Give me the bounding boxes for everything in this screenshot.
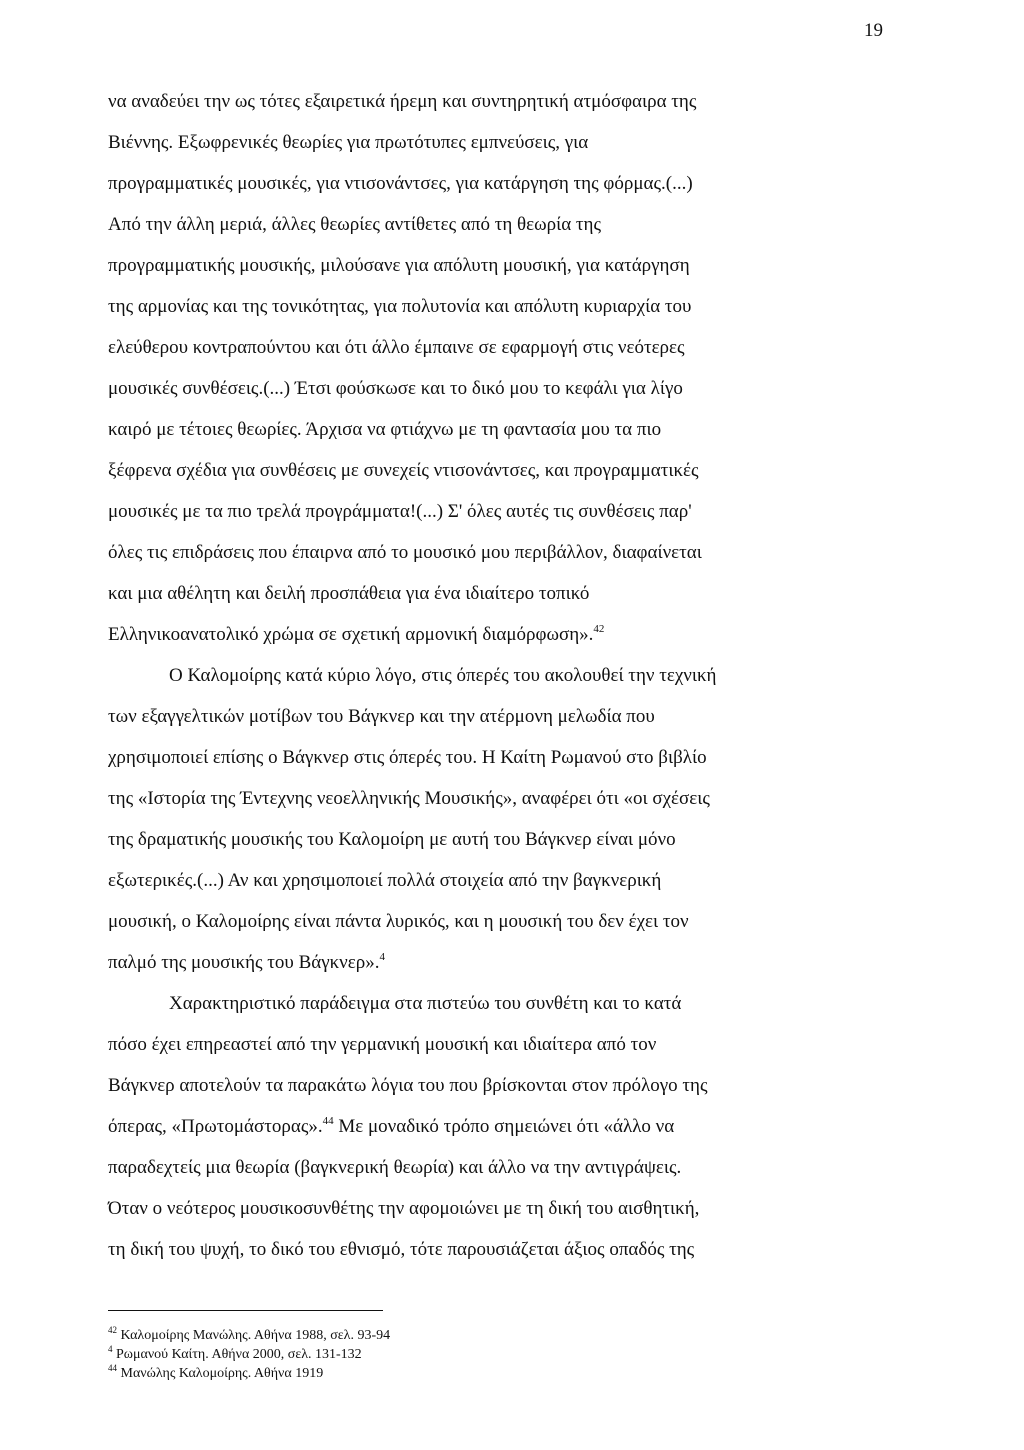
text-line: της «Ιστορία της Έντεχνης νεοελληνικής Μουσικής», αναφέρει ότι «οι σχέσεις — [108, 788, 710, 809]
text-line: εξωτερικές.(...) Αν και χρησιμοποιεί πολλά στοιχεία από την βαγκνερική — [108, 870, 662, 891]
text-line: Όταν ο νεότερος μουσικοσυνθέτης την αφομοιώνει με τη δική του αισθητική, — [108, 1198, 700, 1219]
line-text: Ελληνικοανατολικό χρώμα σε σχετική αρμονική διαμόρφωση». — [108, 624, 594, 645]
footnote — [108, 1346, 390, 1365]
text-line: καιρό με τέτοιες θεωρίες. Άρχισα να φτιάχνω με τη φαντασία μου τα πιο — [108, 419, 662, 440]
text-line: μουσικές συνθέσεις.(...) Έτσι φούσκωσε και το δικό μου το κεφάλι για λίγο — [108, 378, 683, 399]
text-line: Χαρακτηριστικό παράδειγμα στα πιστεύω του συνθέτη και το κατά — [169, 993, 682, 1014]
line-text: Με μοναδικό τρόπο σημειώνει ότι «άλλο να — [338, 1116, 675, 1137]
footnote-text: Ρωμανού Καίτη. Αθήνα 2000, σελ. 131-132 — [116, 1347, 362, 1362]
text-line — [108, 625, 883, 666]
body-text — [108, 92, 883, 1281]
text-line: παραδεχτείς μια θεωρία (βαγκνερική θεωρία) και άλλο να την αντιγράψεις. — [108, 1157, 682, 1178]
text-line: και μια αθέλητη και δειλή προσπάθεια για ένα ιδιαίτερο τοπικό — [108, 583, 590, 604]
footnote-mark: 44 — [108, 1363, 117, 1373]
text-line: μουσική, ο Καλομοίρης είναι πάντα λυρικός, και η μουσική του δεν έχει τον — [108, 911, 689, 932]
text-line: να αναδεύει την ως τότες εξαιρετικά ήρεμη και συντηρητική ατμόσφαιρα της — [108, 91, 697, 112]
text-line: τη δική του ψυχή, το δικό του εθνισμό, τότε παρουσιάζεται άξιος οπαδός της — [108, 1239, 695, 1260]
footnote — [108, 1327, 390, 1346]
footnote-text: Μανώλης Καλομοίρης. Αθήνα 1919 — [120, 1366, 324, 1381]
footnote-mark: 42 — [108, 1325, 117, 1335]
text-line: των εξαγγελτικών μοτίβων του Βάγκνερ και την ατέρμονη μελωδία που — [108, 706, 655, 727]
text-line: πόσο έχει επηρεαστεί από την γερμανική μουσική και ιδιαίτερα από τον — [108, 1034, 657, 1055]
text-line: ελεύθερου κοντραπούντου και ότι άλλο έμπαινε σε εφαρμογή στις νεότερες — [108, 337, 685, 358]
text-line: Από την άλλη μεριά, άλλες θεωρίες αντίθετες από τη θεωρία της — [108, 214, 602, 235]
page-number: 19 — [864, 20, 883, 41]
text-line — [108, 1117, 883, 1158]
text-line: προγραμματικές μουσικές, για ντισονάντσες, για κατάργηση της φόρμας.(...) — [108, 173, 693, 194]
footnote-text: Καλομοίρης Μανώλης. Αθήνα 1988, σελ. 93-94 — [120, 1328, 391, 1343]
footnote-ref: 4 — [379, 951, 385, 963]
line-text: όπερας, «Πρωτομάστορας». — [108, 1116, 323, 1137]
footnotes — [108, 1327, 390, 1384]
text-line: προγραμματικής μουσικής, μιλούσανε για απόλυτη μουσική, για κατάργηση — [108, 255, 690, 276]
line-text: παλμό της μουσικής του Βάγκνερ». — [108, 952, 380, 973]
text-line: της αρμονίας και της τονικότητας, για πολυτονία και απόλυτη κυριαρχία του — [108, 296, 692, 317]
text-line: Βιέννης. Εξωφρενικές θεωρίες για πρωτότυπες εμπνεύσεις, για — [108, 132, 589, 153]
footnote — [108, 1365, 390, 1384]
footnote-ref: 44 — [322, 1115, 334, 1127]
text-line: ξέφρενα σχέδια για συνθέσεις με συνεχείς ντισονάντσες, και προγραμματικές — [108, 460, 699, 481]
text-line: μουσικές με τα πιο τρελά προγράμματα!(...) Σ' όλες αυτές τις συνθέσεις παρ' — [108, 501, 692, 522]
text-line: της δραματικής μουσικής του Καλομοίρη με αυτή του Βάγκνερ είναι μόνο — [108, 829, 676, 850]
text-line: Ο Καλομοίρης κατά κύριο λόγο, στις όπερές του ακολουθεί την τεχνική — [169, 665, 717, 686]
text-line: Βάγκνερ αποτελούν τα παρακάτω λόγια του που βρίσκονται στον πρόλογο της — [108, 1075, 708, 1096]
text-line: χρησιμοποιεί επίσης ο Βάγκνερ στις όπερές του. Η Καίτη Ρωμανού στο βιβλίο — [108, 747, 707, 768]
footnote-mark: 4 — [108, 1344, 113, 1354]
footnote-separator — [108, 1310, 383, 1311]
text-line: όλες τις επιδράσεις που έπαιρνα από το μουσικό μου περιβάλλον, διαφαίνεται — [108, 542, 702, 563]
text-line — [108, 953, 883, 994]
footnote-ref: 42 — [593, 623, 605, 635]
